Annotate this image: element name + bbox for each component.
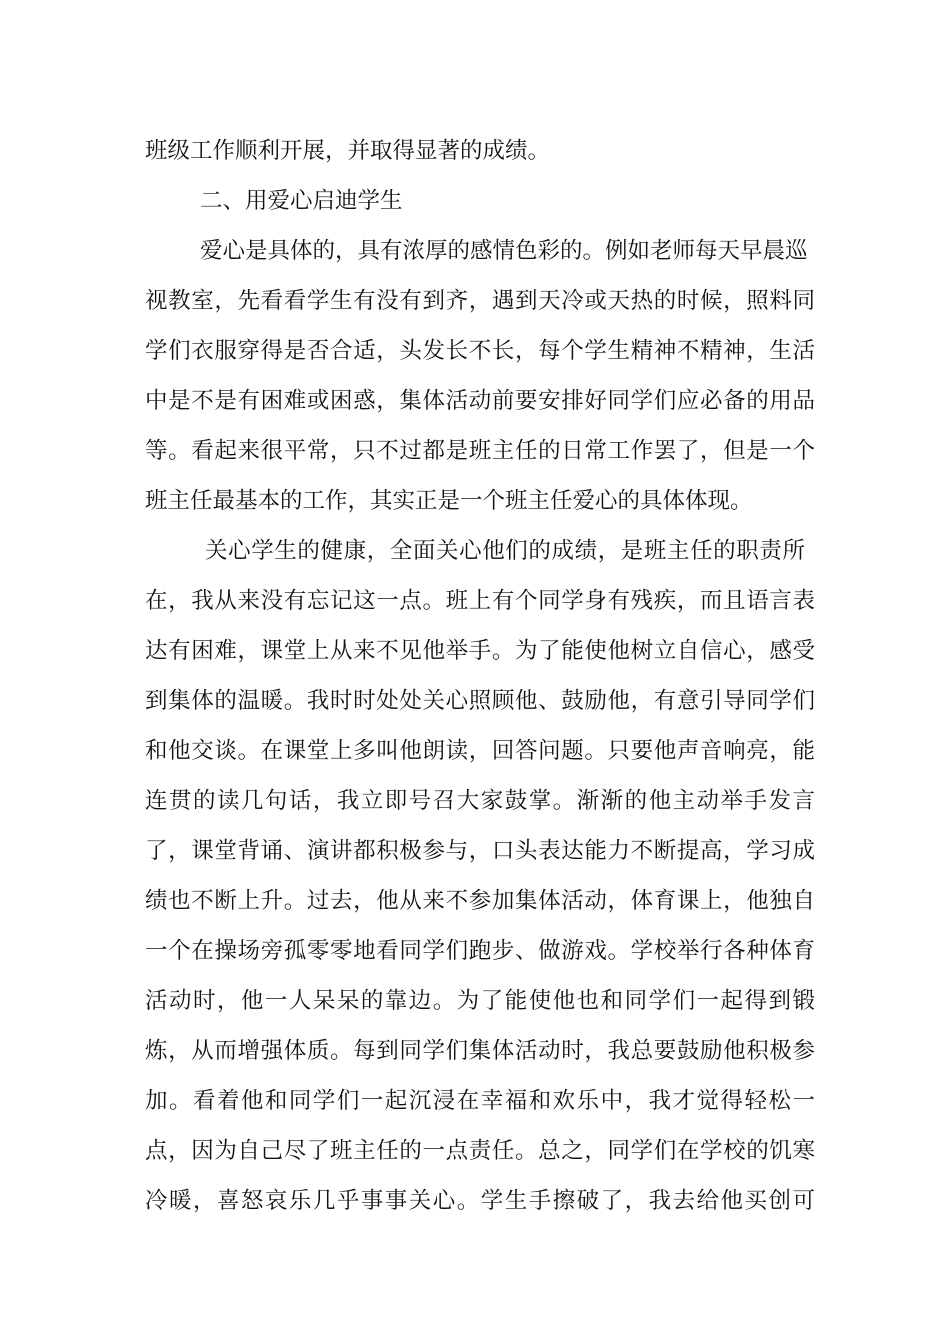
body-text-line: 视教室，先看看学生有没有到齐，遇到天冷或天热的时候，照料同	[145, 288, 815, 314]
body-text-line: 活动时，他一人呆呆的靠边。为了能使他也和同学们一起得到锻	[145, 988, 815, 1014]
body-text-line: 和他交谈。在课堂上多叫他朗读，回答问题。只要他声音响亮，能	[145, 738, 815, 764]
body-text-line: 等。看起来很平常，只不过都是班主任的日常工作罢了，但是一个	[145, 438, 815, 464]
body-text-line: 绩也不断上升。过去，他从来不参加集体活动，体育课上，他独自	[145, 888, 815, 914]
body-text-line: 学们衣服穿得是否合适，头发长不长，每个学生精神不精神，生活	[145, 338, 815, 364]
paragraph-first-line: 爱心是具体的，具有浓厚的感情色彩的。例如老师每天早晨巡	[200, 238, 808, 264]
body-text-line: 加。看着他和同学们一起沉浸在幸福和欢乐中，我才觉得轻松一	[145, 1088, 815, 1114]
body-text-line: 达有困难，课堂上从来不见他举手。为了能使他树立自信心，感受	[145, 638, 815, 664]
body-text-line: 冷暖，喜怒哀乐几乎事事关心。学生手擦破了，我去给他买创可	[145, 1188, 815, 1214]
body-text-line: 中是不是有困难或困惑，集体活动前要安排好同学们应必备的用品	[145, 388, 815, 414]
body-text-line: 连贯的读几句话，我立即号召大家鼓掌。渐渐的他主动举手发言	[145, 788, 815, 814]
body-text-line: 了，课堂背诵、演讲都积极参与，口头表达能力不断提高，学习成	[145, 838, 815, 864]
body-text-line: 班级工作顺利开展，并取得显著的成绩。	[145, 138, 551, 164]
body-text-line: 炼，从而增强体质。每到同学们集体活动时，我总要鼓励他积极参	[145, 1038, 815, 1064]
body-text-line: 一个在操场旁孤零零地看同学们跑步、做游戏。学校举行各种体育	[145, 938, 815, 964]
body-text-line: 在，我从来没有忘记这一点。班上有个同学身有残疾，而且语言表	[145, 588, 815, 614]
section-heading: 二、用爱心启迪学生	[200, 188, 403, 214]
body-text-line: 班主任最基本的工作，其实正是一个班主任爱心的具体体现。	[145, 488, 753, 514]
body-text-line: 到集体的温暖。我时时处处关心照顾他、鼓励他，有意引导同学们	[145, 688, 815, 714]
paragraph-first-line: 关心学生的健康，全面关心他们的成绩，是班主任的职责所	[205, 538, 805, 564]
body-text-line: 点，因为自己尽了班主任的一点责任。总之，同学们在学校的饥寒	[145, 1138, 815, 1164]
